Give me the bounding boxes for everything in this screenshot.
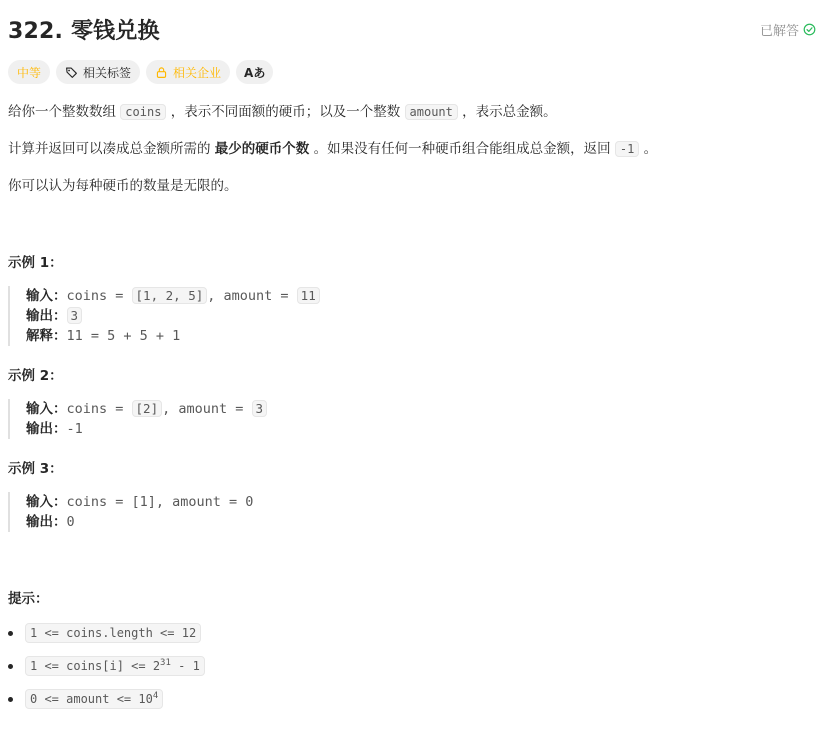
label: 输出： xyxy=(26,308,67,324)
text: 。 xyxy=(643,141,658,157)
bullet xyxy=(8,697,13,702)
bullet xyxy=(8,664,13,669)
inline-code: 1 <= coins.length <= 12 xyxy=(25,623,201,643)
label: 输入： xyxy=(26,401,67,417)
inline-code: 11 xyxy=(297,287,320,304)
text: 给你一个整数数组 xyxy=(8,104,116,120)
lock-icon xyxy=(155,66,168,79)
difficulty-badge: 中等 xyxy=(8,60,50,84)
example-1-heading: 示例 1： xyxy=(8,255,63,271)
text: 计算并返回可以凑成总金额所需的 xyxy=(8,141,211,157)
text: 11 = 5 + 5 + 1 xyxy=(66,328,181,344)
text: 。如果没有任何一种硬币组合能组成总金额，返回 xyxy=(313,141,611,157)
example-2-block xyxy=(8,399,267,439)
hints-heading: 提示： xyxy=(8,591,49,607)
problem-title: 322. 零钱兑换 xyxy=(8,19,160,44)
check-circle-icon xyxy=(803,23,816,36)
solved-status[interactable] xyxy=(760,20,816,39)
superscript: 4 xyxy=(152,691,159,701)
description-paragraph-2 xyxy=(8,138,657,160)
example-2-output xyxy=(26,419,267,439)
superscript: 31 xyxy=(160,658,171,668)
related-tags-label: 相关标签 xyxy=(83,65,132,80)
inline-code: [1, 2, 5] xyxy=(132,287,208,304)
translate-button[interactable] xyxy=(236,60,273,84)
bold-text: 最少的硬币个数 xyxy=(214,141,310,157)
text: , amount = xyxy=(162,401,252,417)
inline-code: [2] xyxy=(132,400,163,417)
bullet xyxy=(8,631,13,636)
inline-code: 3 xyxy=(67,307,83,324)
label: 解释： xyxy=(26,328,67,344)
inline-code xyxy=(25,689,163,709)
inline-code: coins xyxy=(120,104,166,120)
inline-code: 3 xyxy=(252,400,268,417)
example-2-input xyxy=(26,399,267,419)
text: ，表示不同面额的硬币；以及一个整数 xyxy=(170,104,401,120)
translate-icon: Aあ xyxy=(244,65,266,80)
inline-code: -1 xyxy=(615,141,639,157)
text: coins = [1], amount = 0 xyxy=(66,494,254,510)
tag-icon xyxy=(65,66,78,79)
label: 输出： xyxy=(26,514,67,530)
text: ，表示总金额。 xyxy=(462,104,557,120)
label: 输入： xyxy=(26,288,67,304)
example-1-block xyxy=(8,286,320,346)
solved-label: 已解答 xyxy=(759,24,799,39)
example-1-output xyxy=(26,306,320,326)
text: 0 <= amount <= 10 xyxy=(30,692,153,706)
text: 0 xyxy=(66,514,75,530)
text: - 1 xyxy=(170,659,200,673)
example-3-heading: 示例 3： xyxy=(8,461,63,477)
description-paragraph-1 xyxy=(8,101,557,123)
label: 输出： xyxy=(26,421,67,437)
text: 1 <= coins[i] <= 2 xyxy=(30,659,161,673)
text: -1 xyxy=(66,421,83,437)
label: 输入： xyxy=(26,494,67,510)
example-3-input xyxy=(26,492,253,512)
related-tags-button[interactable] xyxy=(56,60,140,84)
text: coins = xyxy=(66,288,132,304)
text: , amount = xyxy=(207,288,297,304)
hint-item xyxy=(8,656,205,676)
description-paragraph-3: 你可以认为每种硬币的数量是无限的。 xyxy=(8,178,238,194)
inline-code xyxy=(25,656,205,676)
example-1-input xyxy=(26,286,320,306)
hint-item xyxy=(8,623,201,643)
example-3-output xyxy=(26,512,253,532)
related-companies-label: 相关企业 xyxy=(173,65,222,80)
example-1-explanation xyxy=(26,326,320,346)
hint-item xyxy=(8,689,163,709)
example-3-block xyxy=(8,492,253,532)
tag-bar xyxy=(8,60,273,84)
text: coins = xyxy=(66,401,132,417)
inline-code: amount xyxy=(405,104,458,120)
related-companies-button[interactable] xyxy=(146,60,230,84)
example-2-heading: 示例 2： xyxy=(8,368,63,384)
